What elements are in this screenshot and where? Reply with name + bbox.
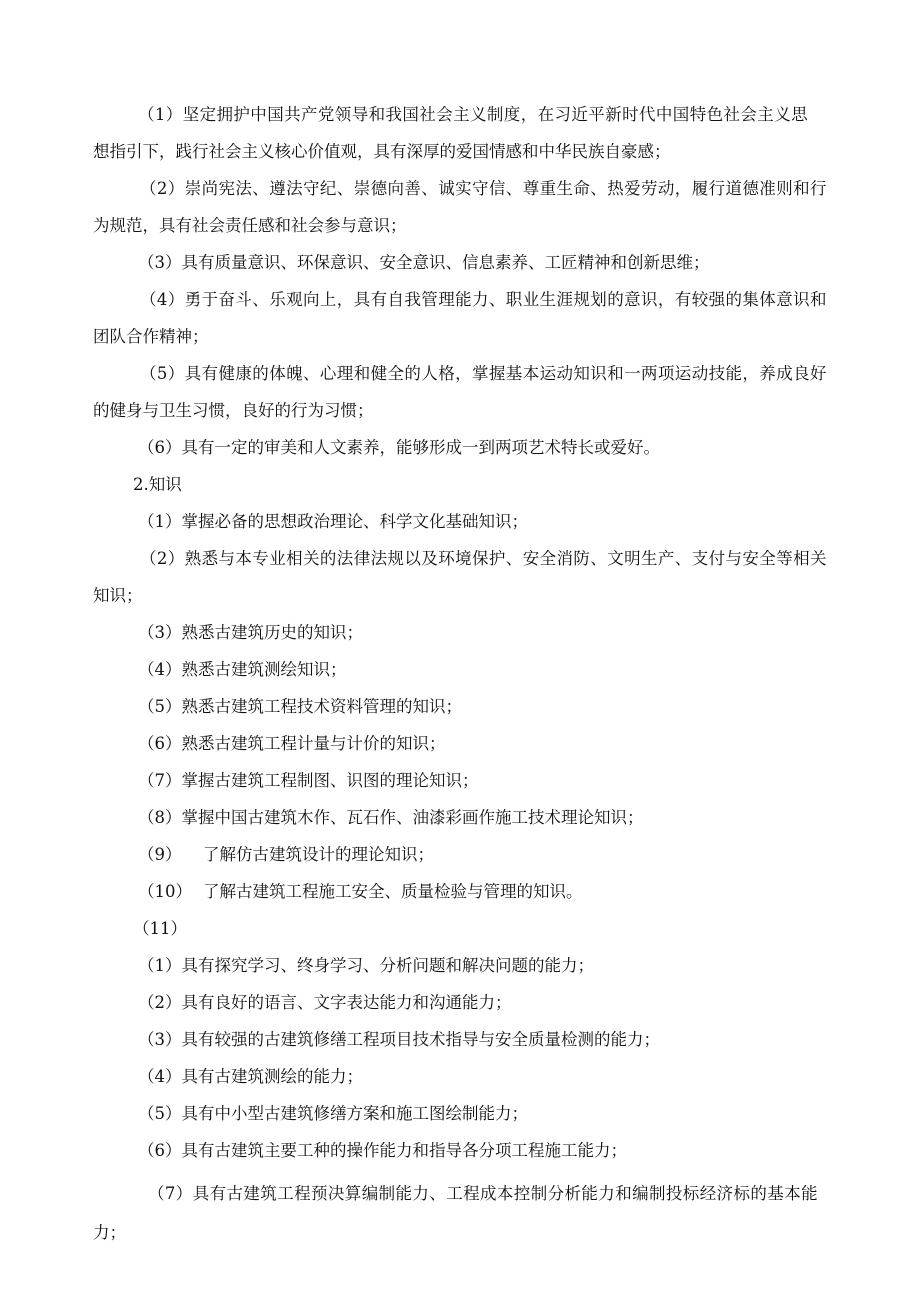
quality-item-2-line-2: 为规范，具有社会责任感和社会参与意识； xyxy=(93,216,407,235)
knowledge-item-9-number: （9） xyxy=(138,845,182,864)
knowledge-item-7: （7）掌握古建筑工程制图、识图的理论知识； xyxy=(138,771,479,790)
knowledge-item-2-line-1: （2）熟悉与本专业相关的法律法规以及环境保护、安全消防、文明生产、支付与安全等相关 xyxy=(140,549,827,568)
ability-item-2: （2）具有良好的语言、文字表达能力和沟通能力； xyxy=(138,993,512,1012)
quality-item-6: （6）具有一定的审美和人文素养，能够形成一到两项艺术特长或爱好。 xyxy=(138,438,660,457)
knowledge-item-1: （1）掌握必备的思想政治理论、科学文化基础知识； xyxy=(138,512,528,531)
knowledge-item-11: （11） xyxy=(133,919,187,938)
quality-item-4-line-2: 团队合作精神； xyxy=(93,327,209,346)
ability-item-3: （3）具有较强的古建筑修缮工程项目技术指导与安全质量检测的能力； xyxy=(138,1030,660,1049)
quality-item-2-line-1: （2）崇尚宪法、遵法守纪、崇德向善、诚实守信、尊重生命、热爱劳动，履行道德准则和行 xyxy=(140,179,827,198)
knowledge-item-3: （3）熟悉古建筑历史的知识； xyxy=(138,623,363,642)
knowledge-item-2-line-2: 知识； xyxy=(93,586,143,605)
knowledge-heading: 2.知识 xyxy=(133,475,182,494)
knowledge-item-5: （5）熟悉古建筑工程技术资料管理的知识； xyxy=(138,697,462,716)
quality-item-1-line-2: 想指引下，践行社会主义核心价值观，具有深厚的爱国情感和中华民族自豪感； xyxy=(93,142,671,161)
knowledge-item-9-text: 了解仿古建筑设计的理论知识； xyxy=(203,845,434,864)
quality-item-5-line-2: 的健身与卫生习惯，良好的行为习惯； xyxy=(93,401,374,420)
ability-item-6: （6）具有古建筑主要工种的操作能力和指导各分项工程施工能力； xyxy=(138,1141,627,1160)
ability-item-4: （4）具有古建筑测绘的能力； xyxy=(138,1067,363,1086)
knowledge-item-6: （6）熟悉古建筑工程计量与计价的知识； xyxy=(138,734,446,753)
ability-item-7-line-1: （7）具有古建筑工程预决算编制能力、工程成本控制分析能力和编制投标经济标的基本能 xyxy=(148,1184,818,1203)
ability-item-5: （5）具有中小型古建筑修缮方案和施工图绘制能力； xyxy=(138,1104,528,1123)
knowledge-item-8: （8）掌握中国古建筑木作、瓦石作、油漆彩画作施工技术理论知识； xyxy=(138,808,644,827)
quality-item-5-line-1: （5）具有健康的体魄、心理和健全的人格，掌握基本运动知识和一两项运动技能，养成良好 xyxy=(140,364,827,383)
quality-item-4-line-1: （4）勇于奋斗、乐观向上，具有自我管理能力、职业生涯规划的意识，有较强的集体意识和 xyxy=(140,290,827,309)
knowledge-item-4: （4）熟悉古建筑测绘知识； xyxy=(138,660,347,679)
knowledge-item-10-number: （10） xyxy=(138,882,192,901)
ability-item-1: （1）具有探究学习、终身学习、分析问题和解决问题的能力； xyxy=(138,956,594,975)
quality-item-3: （3）具有质量意识、环保意识、安全意识、信息素养、工匠精神和创新思维； xyxy=(138,253,710,272)
ability-item-7-line-2: 力； xyxy=(93,1223,126,1242)
quality-item-1-line-1: （1）坚定拥护中国共产党领导和我国社会主义制度，在习近平新时代中国特色社会主义思 xyxy=(138,105,808,124)
knowledge-item-10-text: 了解古建筑工程施工安全、质量检验与管理的知识。 xyxy=(203,882,583,901)
